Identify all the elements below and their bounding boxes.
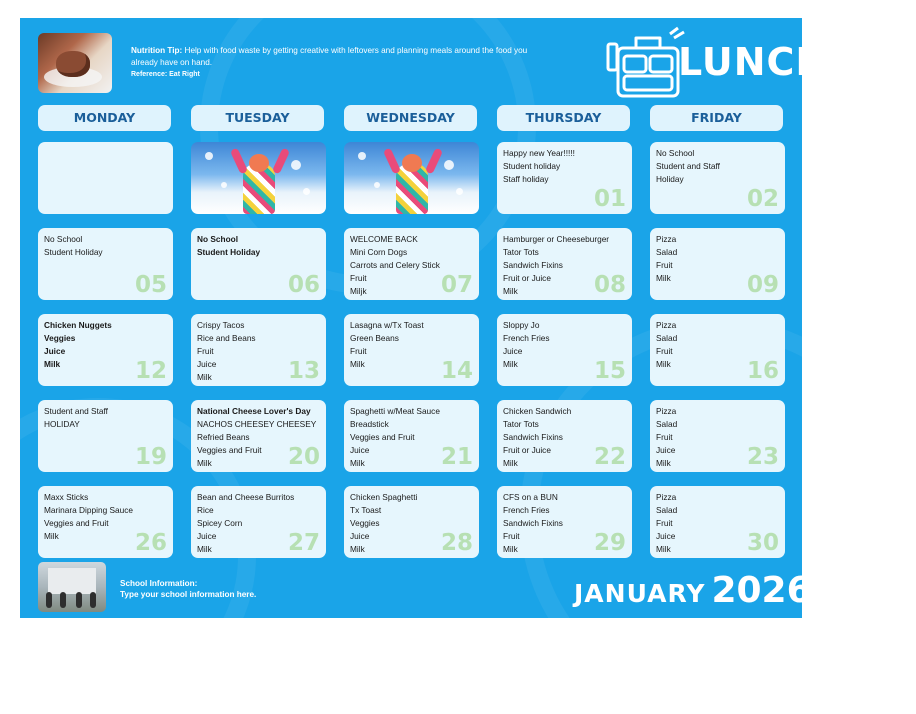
menu-item: Salad xyxy=(656,333,678,343)
menu-item: Juice xyxy=(350,445,370,455)
menu-item: Milk xyxy=(503,458,518,468)
menu-item: Green Beans xyxy=(350,333,399,343)
date-number: 02 xyxy=(746,186,779,212)
menu-item: HOLIDAY xyxy=(44,419,80,429)
menu-item: Chicken Spaghetti xyxy=(350,492,418,502)
menu-item: Student Holiday xyxy=(44,247,103,257)
calendar-day-cell xyxy=(650,400,785,472)
date-number: 13 xyxy=(287,358,320,384)
calendar-day-cell xyxy=(191,486,326,558)
date-number: 30 xyxy=(746,530,779,556)
date-number: 23 xyxy=(746,444,779,470)
menu-item: CFS on a BUN xyxy=(503,492,558,502)
menu-item: Juice xyxy=(350,531,370,541)
menu-item: Veggies xyxy=(44,333,76,343)
menu-item: Breadstick xyxy=(350,419,389,429)
menu-item: Miljk xyxy=(350,286,367,296)
menu-item: Student holiday xyxy=(503,161,561,171)
menu-item: Salad xyxy=(656,419,678,429)
day-header-friday: FRIDAY xyxy=(650,105,783,131)
menu-item: Student and Staff xyxy=(44,406,108,416)
winter-kid-photo xyxy=(191,142,326,214)
calendar-day-cell xyxy=(191,228,326,300)
menu-item: Salad xyxy=(656,247,678,257)
menu-item: Sandwich Fixins xyxy=(503,260,563,270)
school-photo xyxy=(38,562,106,612)
calendar-day-cell xyxy=(497,228,632,300)
menu-item: Happy new Year!!!!! xyxy=(503,148,575,158)
winter-kid-photo xyxy=(344,142,479,214)
menu-item: Milk xyxy=(656,544,671,554)
menu-item: No School xyxy=(197,234,239,244)
menu-item: French Fries xyxy=(503,505,550,515)
menu-item: Bean and Cheese Burritos xyxy=(197,492,295,502)
menu-item: Tator Tots xyxy=(503,247,539,257)
menu-item: Juice xyxy=(197,531,217,541)
menu-item: Fruit xyxy=(350,273,367,283)
menu-item: Pizza xyxy=(656,320,677,330)
menu-item: Veggies and Fruit xyxy=(350,432,415,442)
calendar-day-cell xyxy=(38,228,173,300)
menu-item: WELCOME BACK xyxy=(350,234,418,244)
school-info-text: Type your school information here. xyxy=(120,590,257,599)
menu-item: Milk xyxy=(197,372,212,382)
menu-item: Pizza xyxy=(656,492,677,502)
date-number: 05 xyxy=(134,272,167,298)
menu-item: Juice xyxy=(44,346,66,356)
date-number: 22 xyxy=(593,444,626,470)
menu-item: Tator Tots xyxy=(503,419,539,429)
date-number: 20 xyxy=(287,444,320,470)
menu-item: Juice xyxy=(503,346,523,356)
menu-item: Student Holiday xyxy=(197,247,261,257)
menu-item: No School xyxy=(44,234,83,244)
year: 2026 xyxy=(711,570,812,611)
menu-item: Fruit xyxy=(350,346,367,356)
calendar-day-cell xyxy=(650,314,785,386)
menu-item: Rice and Beans xyxy=(197,333,256,343)
calendar-day-cell xyxy=(191,314,326,386)
menu-item: Milk xyxy=(350,458,365,468)
food-photo xyxy=(38,33,112,93)
menu-item: Milk xyxy=(503,286,518,296)
calendar-day-cell xyxy=(344,314,479,386)
calendar-day-cell xyxy=(191,400,326,472)
menu-item: Holiday xyxy=(656,174,684,184)
menu-item: Veggies xyxy=(350,518,380,528)
menu-item: Fruit xyxy=(503,531,520,541)
menu-item: Veggies and Fruit xyxy=(197,445,262,455)
menu-item: Mini Corn Dogs xyxy=(350,247,408,257)
menu-item: Sloppy Jo xyxy=(503,320,540,330)
menu-item: No School xyxy=(656,148,695,158)
menu-item: Milk xyxy=(656,273,671,283)
menu-item: Veggies and Fruit xyxy=(44,518,109,528)
date-number: 27 xyxy=(287,530,320,556)
menu-item: Juice xyxy=(656,445,676,455)
menu-item: Sandwich Fixins xyxy=(503,432,563,442)
nutrition-tip-label: Nutrition Tip: xyxy=(131,46,183,55)
menu-item: Juice xyxy=(197,359,217,369)
menu-item: Milk xyxy=(44,359,61,369)
menu-item: Refried Beans xyxy=(197,432,250,442)
calendar-day-cell xyxy=(38,142,173,214)
calendar-day-cell xyxy=(650,142,785,214)
day-header-tuesday: TUESDAY xyxy=(191,105,324,131)
menu-item: Milk xyxy=(503,544,518,554)
menu-item: Pizza xyxy=(656,234,677,244)
date-number: 14 xyxy=(440,358,473,384)
menu-item: Pizza xyxy=(656,406,677,416)
calendar-day-cell xyxy=(497,400,632,472)
menu-item: Fruit xyxy=(656,346,673,356)
menu-item: Crispy Tacos xyxy=(197,320,245,330)
month-name: JANUARY xyxy=(574,579,706,608)
menu-item: Rice xyxy=(197,505,214,515)
menu-item: Milk xyxy=(44,531,59,541)
menu-items xyxy=(197,233,322,259)
school-information xyxy=(120,578,256,600)
date-number: 26 xyxy=(134,530,167,556)
calendar-day-cell xyxy=(38,314,173,386)
menu-item: Carrots and Celery Stick xyxy=(350,260,440,270)
date-number: 28 xyxy=(440,530,473,556)
menu-item: Milk xyxy=(656,458,671,468)
menu-item: French Fries xyxy=(503,333,550,343)
menu-item: Maxx Sticks xyxy=(44,492,89,502)
date-number: 01 xyxy=(593,186,626,212)
menu-items xyxy=(503,147,628,186)
calendar-page xyxy=(20,18,829,618)
date-number: 29 xyxy=(593,530,626,556)
menu-item: Milk xyxy=(503,359,518,369)
calendar-day-cell xyxy=(497,486,632,558)
menu-item: Student and Staff xyxy=(656,161,720,171)
calendar-day-cell xyxy=(38,486,173,558)
menu-item: Tx Toast xyxy=(350,505,382,515)
school-info-label: School Information: xyxy=(120,579,198,588)
menu-item: Milk xyxy=(656,359,671,369)
menu-items xyxy=(44,405,169,431)
menu-item: NACHOS CHEESEY CHEESEY xyxy=(197,419,317,429)
menu-item: Sandwich Fixins xyxy=(503,518,563,528)
date-number: 15 xyxy=(593,358,626,384)
calendar-day-cell xyxy=(38,400,173,472)
menu-item: Chicken Sandwich xyxy=(503,406,572,416)
calendar-day-cell xyxy=(344,400,479,472)
date-number: 09 xyxy=(746,272,779,298)
menu-item: Lasagna w/Tx Toast xyxy=(350,320,424,330)
menu-items xyxy=(44,233,169,259)
menu-item: Fruit xyxy=(197,346,214,356)
menu-item: Fruit xyxy=(656,260,673,270)
day-header-wednesday: WEDNESDAY xyxy=(344,105,477,131)
menu-item: Juice xyxy=(656,531,676,541)
date-number: 08 xyxy=(593,272,626,298)
menu-item: Spaghetti w/Meat Sauce xyxy=(350,406,440,416)
menu-item: Hamburger or Cheeseburger xyxy=(503,234,610,244)
menu-item: Chicken Nuggets xyxy=(44,320,112,330)
menu-item: National Cheese Lover's Day xyxy=(197,406,311,416)
date-number: 07 xyxy=(440,272,473,298)
calendar-day-cell xyxy=(497,142,632,214)
calendar-day-cell xyxy=(650,228,785,300)
nutrition-tip-text: Help with food waste by getting creative with leftovers and planning meals around the food you already have on hand. xyxy=(131,46,528,67)
menu-item: Milk xyxy=(197,544,212,554)
date-number: 06 xyxy=(287,272,320,298)
calendar-day-cell xyxy=(344,486,479,558)
day-header-monday: MONDAY xyxy=(38,105,171,131)
menu-item: Staff holiday xyxy=(503,174,549,184)
menu-item: Fruit or Juice xyxy=(503,273,551,283)
menu-item: Milk xyxy=(197,458,212,468)
menu-items xyxy=(656,147,781,186)
calendar-day-cell xyxy=(650,486,785,558)
month-year-title xyxy=(574,570,812,611)
day-header-thursday: THURSDAY xyxy=(497,105,630,131)
date-number: 21 xyxy=(440,444,473,470)
menu-item: Milk xyxy=(350,359,365,369)
menu-item: Fruit or Juice xyxy=(503,445,551,455)
date-number: 12 xyxy=(134,358,167,384)
menu-item: Milk xyxy=(350,544,365,554)
nutrition-tip-reference: Reference: Eat Right xyxy=(131,71,200,78)
menu-item: Salad xyxy=(656,505,678,515)
nutrition-tip xyxy=(131,45,531,68)
date-number: 19 xyxy=(134,444,167,470)
calendar-day-cell xyxy=(497,314,632,386)
menu-item: Fruit xyxy=(656,518,673,528)
calendar-day-cell xyxy=(344,228,479,300)
date-number: 16 xyxy=(746,358,779,384)
menu-item: Marinara Dipping Sauce xyxy=(44,505,134,515)
menu-item: Spicey Corn xyxy=(197,518,243,528)
lunch-title: LUNCH xyxy=(678,40,829,84)
menu-item: Fruit xyxy=(656,432,673,442)
